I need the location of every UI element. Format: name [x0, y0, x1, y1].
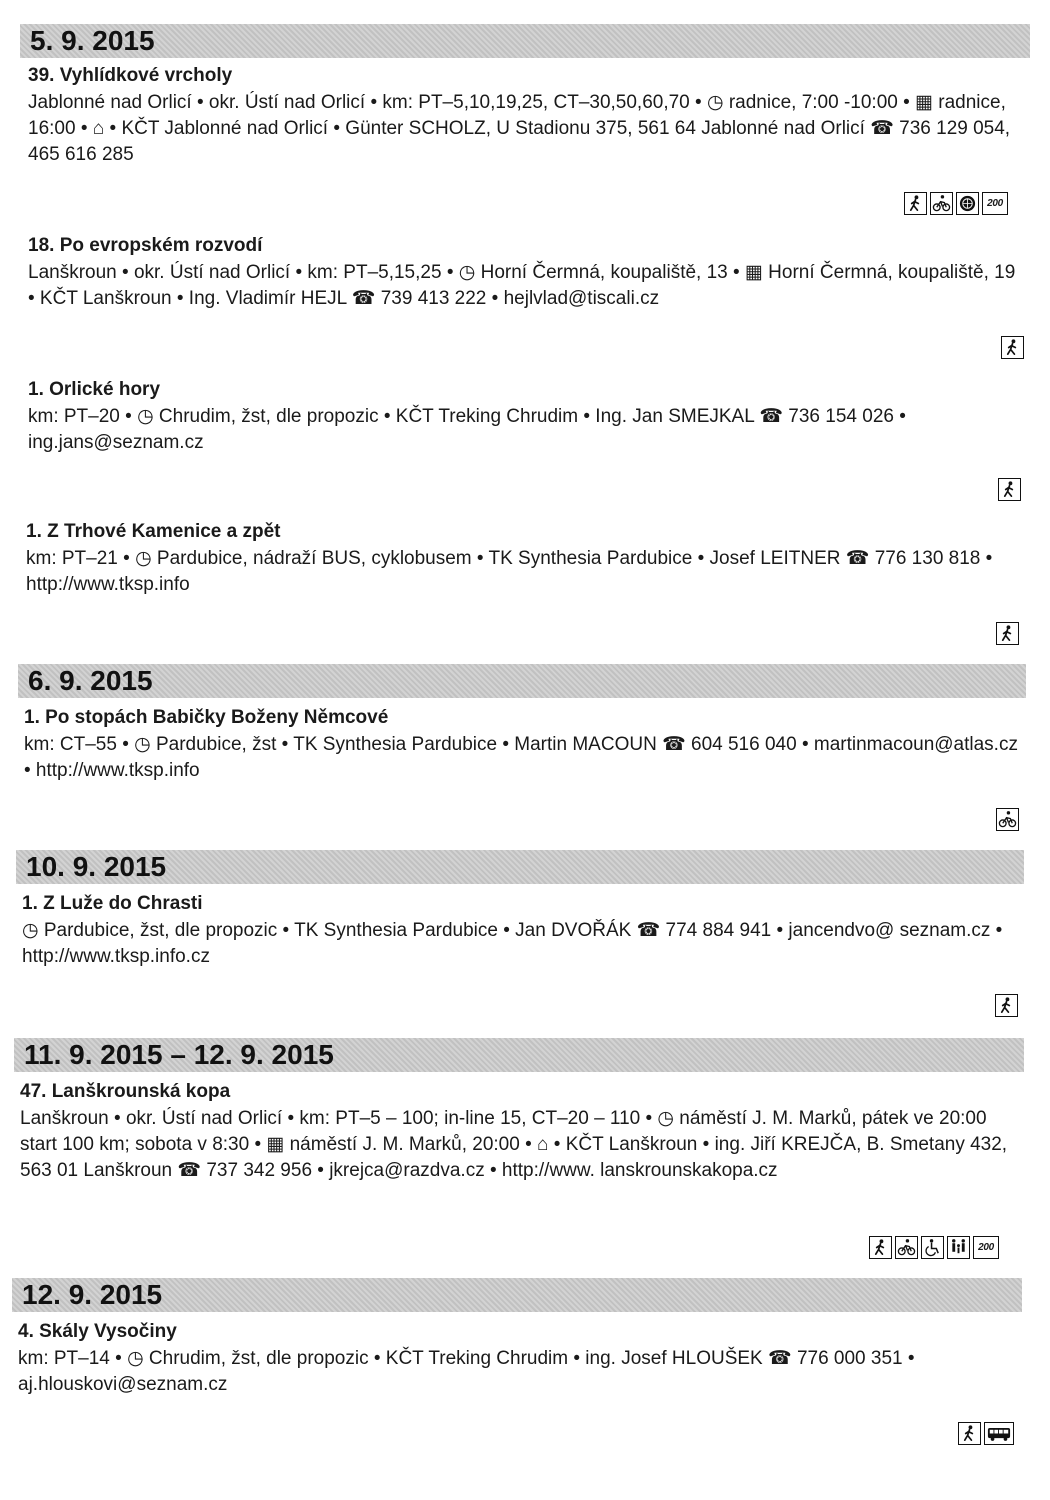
event-icons [869, 1236, 999, 1259]
event-title: 47. Lanškrounská kopa [20, 1081, 231, 1102]
event-icons [995, 994, 1018, 1017]
event-title: 1. Orlické hory [28, 379, 161, 400]
event-title: 1. Z Trhové Kamenice a zpět [26, 521, 281, 542]
event-details: km: PT–21 • ◷ Pardubice, nádraží BUS, cyklobusem • TK Synthesia Pardubice • Josef LEITNER ☎ 776 130 818 • http://www.tksp.info [26, 548, 993, 595]
event-title: 1. Po stopách Babičky Boženy Němcové [24, 707, 389, 728]
distance-200-badge: 200 [982, 192, 1008, 215]
family-icon [947, 1236, 970, 1259]
event-details: Lanškroun • okr. Ústí nad Orlicí • km: PT–5 – 100; in-line 15, CT–20 – 110 • ◷ náměstí J. M. Marků, pátek ve 20:00 start 100 km; sobota v 8:30 • ▦ náměstí J. M. Marků, 20:00 • ⌂ • KČT Lanškroun • ing. Jiří KREJČA, B. Smetany 432, 563 01 Lanškroun ☎ 737 342 956 • jkrejca@razdva.cz • http://www. lanskrounskakopa.cz [20, 1108, 1008, 1181]
event-entry [28, 234, 1023, 312]
event-entry [20, 1080, 1025, 1184]
event-title: 1. Z Luže do Chrasti [22, 893, 203, 914]
hiker-icon [904, 192, 927, 215]
date-header: 5. 9. 2015 [20, 24, 1030, 58]
event-details: km: CT–55 • ◷ Pardubice, žst • TK Synthesia Pardubice • Martin MACOUN ☎ 604 516 040 • martinmacoun@atlas.cz • http://www.tksp.info [24, 734, 1018, 781]
hiker-icon [995, 994, 1018, 1017]
event-icons [1001, 336, 1024, 359]
event-icons [904, 192, 1008, 215]
event-entry [28, 378, 1023, 456]
event-icons [958, 1422, 1014, 1445]
date-header: 11. 9. 2015 – 12. 9. 2015 [14, 1038, 1024, 1072]
hiker-icon [996, 622, 1019, 645]
cyclist-icon [930, 192, 953, 215]
event-details: Lanškroun • okr. Ústí nad Orlicí • km: PT–5,15,25 • ◷ Horní Čermná, koupaliště, 13 • ▦ Horní Čermná, koupaliště, 19 • KČT Lanškroun • Ing. Vladimír HEJL ☎ 739 413 222 • hejlvlad@tiscali.cz [28, 262, 1016, 309]
hiker-icon [1001, 336, 1024, 359]
hiker-icon [869, 1236, 892, 1259]
wheelchair-icon [921, 1236, 944, 1259]
event-entry [18, 1320, 1018, 1398]
event-details: km: PT–14 • ◷ Chrudim, žst, dle propozic • KČT Treking Chrudim • ing. Josef HLOUŠEK ☎ 776 000 351 • aj.hlouskovi@seznam.cz [18, 1348, 915, 1395]
bus-icon [984, 1422, 1014, 1445]
event-entry [22, 892, 1022, 970]
cyclist-icon [996, 808, 1019, 831]
date-header: 10. 9. 2015 [16, 850, 1024, 884]
event-entry [26, 520, 1021, 598]
event-details: ◷ Pardubice, žst, dle propozic • TK Synthesia Pardubice • Jan DVOŘÁK ☎ 774 884 941 • jancendvo@ seznam.cz • http://www.tksp.info.cz [22, 920, 1003, 967]
event-title: 18. Po evropském rozvodí [28, 235, 263, 256]
event-entry [24, 706, 1019, 784]
event-title: 4. Skály Vysočiny [18, 1321, 177, 1342]
event-icons [996, 622, 1019, 645]
event-details: km: PT–20 • ◷ Chrudim, žst, dle propozic • KČT Treking Chrudim • Ing. Jan SMEJKAL ☎ 736 154 026 • ing.jans@seznam.cz [28, 406, 906, 453]
event-icons [996, 808, 1019, 831]
event-title: 39. Vyhlídkové vrcholy [28, 65, 233, 86]
event-entry [28, 64, 1023, 168]
event-details: Jablonné nad Orlicí • okr. Ústí nad Orlicí • km: PT–5,10,19,25, CT–30,50,60,70 • ◷ radnice, 7:00 -10:00 • ▦ radnice, 16:00 • ⌂ • KČT Jablonné nad Orlicí • Günter SCHOLZ, U Stadionu 375, 561 64 Jablonné nad Orlicí ☎ 736 129 054, 465 616 285 [28, 92, 1011, 165]
distance-200-badge: 200 [973, 1236, 999, 1259]
hiker-icon [958, 1422, 981, 1445]
cyclist-icon [895, 1236, 918, 1259]
hiker-icon [998, 478, 1021, 501]
date-header: 6. 9. 2015 [18, 664, 1026, 698]
event-icons [998, 478, 1021, 501]
date-header: 12. 9. 2015 [12, 1278, 1022, 1312]
globe-badge-icon [956, 192, 979, 215]
